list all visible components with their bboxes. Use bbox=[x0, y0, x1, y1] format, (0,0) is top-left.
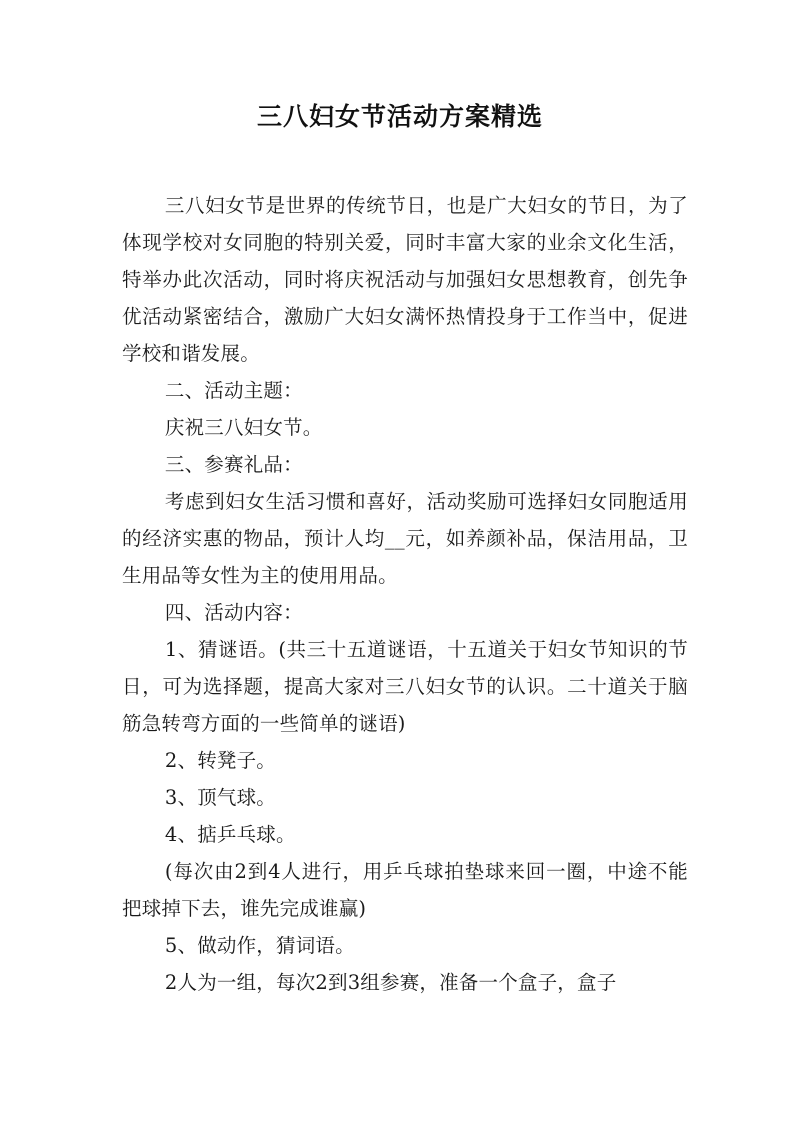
activity-item-stools: 2、转凳子。 bbox=[164, 749, 276, 772]
theme-paragraph: 庆祝三八妇女节。 bbox=[164, 416, 323, 439]
charades-rules-paragraph: 2人为一组，每次2到3组参赛，准备一个盒子，盒子 bbox=[164, 971, 617, 994]
prizes-paragraph: 考虑到妇女生活习惯和喜好，活动奖励可选择妇女同胞适用的经济实惠的物品，预计人均__元，如养颜补品，保洁用品，卫生用品等女性为主的使用用品。 bbox=[122, 490, 688, 587]
activity-item-balloon: 3、顶气球。 bbox=[164, 786, 276, 809]
intro-paragraph: 三八妇女节是世界的传统节日，也是广大妇女的节日，为了体现学校对女同胞的特别关爱，同时丰富大家的业余文化生活，特举办此次活动，同时将庆祝活动与加强妇女思想教育，创先争优活动紧密结合，激励广大妇女满怀热情投身于工作当中，促进学校和谐发展。 bbox=[122, 194, 688, 365]
section-heading-content: 四、活动内容： bbox=[164, 601, 303, 624]
activity-item-riddles: 1、猜谜语。(共三十五道谜语，十五道关于妇女节知识的节日，可为选择题，提高大家对三八妇女节的认识。二十道关于脑筋急转弯方面的一些简单的谜语) bbox=[122, 638, 688, 735]
section-heading-theme: 二、活动主题： bbox=[164, 379, 303, 402]
activity-item-charades: 5、做动作，猜词语。 bbox=[164, 934, 355, 957]
section-heading-prizes: 三、参赛礼品： bbox=[164, 453, 303, 476]
document-body bbox=[122, 187, 688, 1001]
document-title: 三八妇女节活动方案精选 bbox=[256, 102, 543, 131]
activity-item-pingpong: 4、掂乒乓球。 bbox=[164, 823, 296, 846]
pingpong-rules-paragraph: (每次由2到4人进行，用乒乓球拍垫球来回一圈，中途不能把球掉下去，谁先完成谁赢) bbox=[122, 860, 688, 920]
